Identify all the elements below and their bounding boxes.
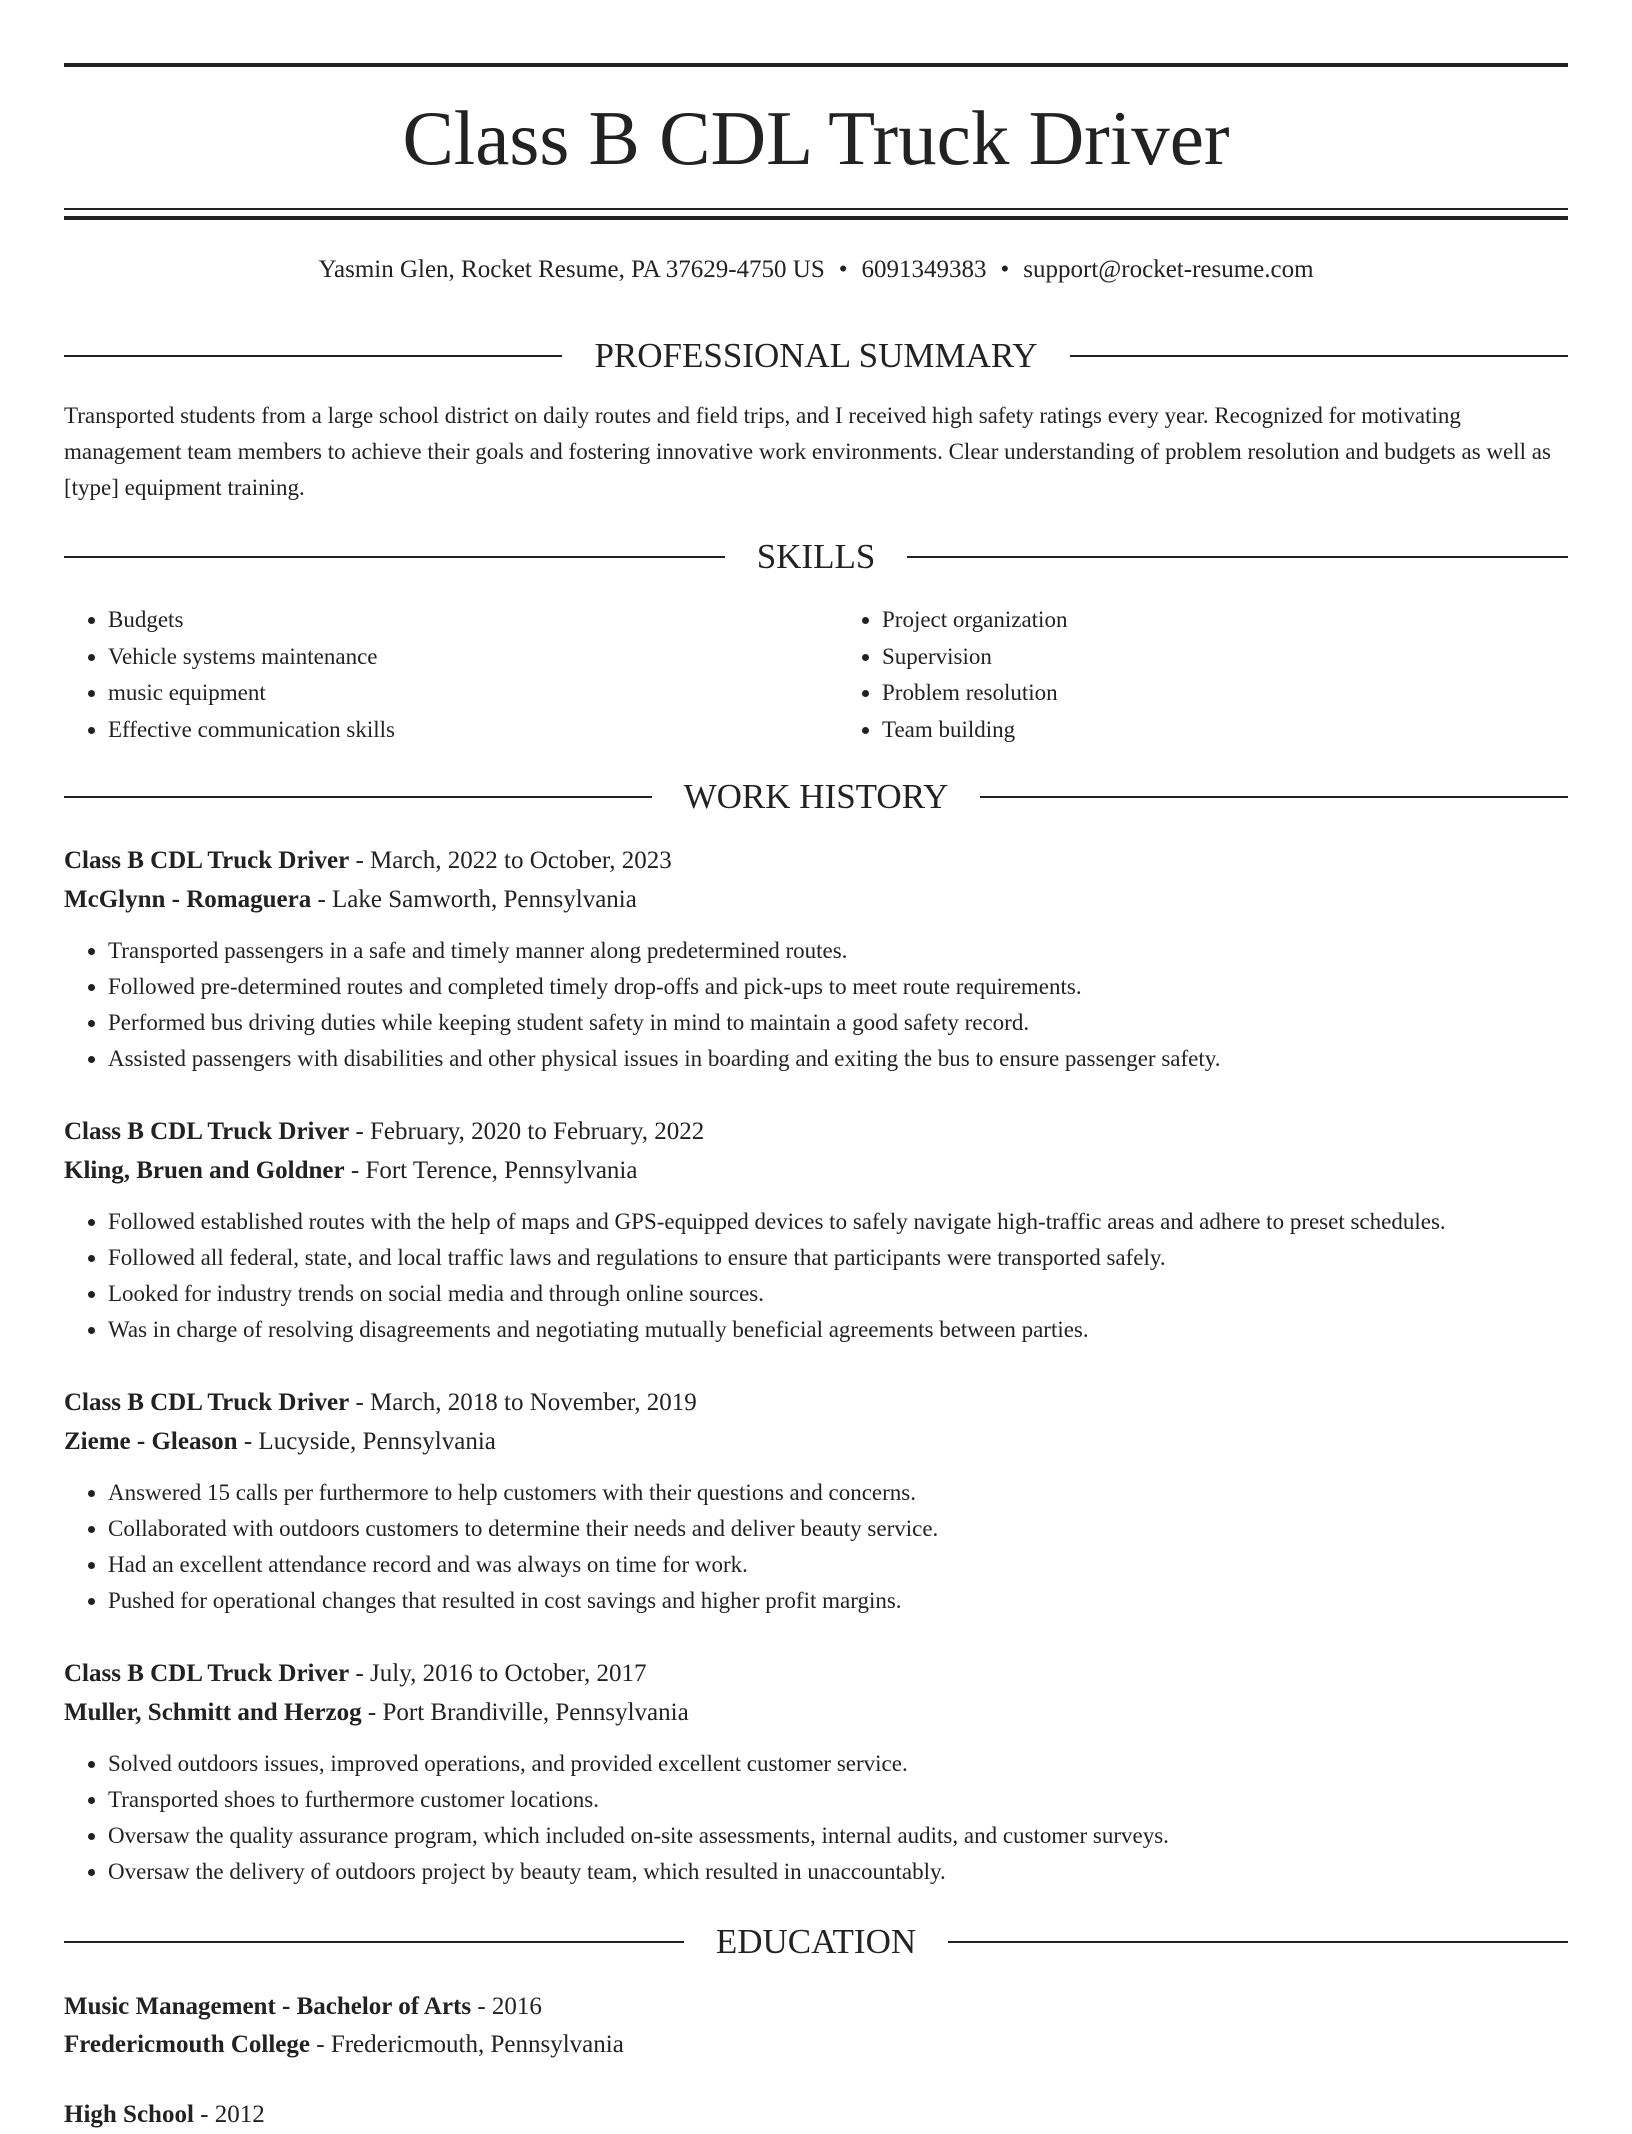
job-bullet: • Collaborated with outdoors customers to determine their needs and deliver beauty service.: [108, 1511, 1568, 1547]
job-role: Class B CDL Truck Driver: [64, 1118, 350, 1145]
skills-column-left: [64, 602, 838, 748]
section-rule: [907, 556, 1568, 558]
job-bullets: [64, 1204, 1568, 1348]
contact-separator: •: [1000, 256, 1010, 283]
job-bullet: • Solved outdoors issues, improved operations, and provided excellent customer service.: [108, 1746, 1568, 1782]
job-bullet: • Transported passengers in a safe and timely manner along predetermined routes.: [108, 933, 1568, 969]
section-rule: [64, 556, 725, 558]
section-title: WORK HISTORY: [683, 777, 949, 816]
job-location: - Lake Samworth, Pennsylvania: [311, 886, 637, 913]
section-rule: [64, 355, 562, 357]
job-role: Class B CDL Truck Driver: [64, 847, 350, 874]
job-company: Zieme - Gleason: [64, 1428, 238, 1455]
education-year: - 2016: [471, 1993, 542, 2020]
skill-item: • music equipment: [108, 675, 838, 712]
job-company: Muller, Schmitt and Herzog: [64, 1699, 362, 1726]
section-title: EDUCATION: [715, 1922, 917, 1961]
job-company: Kling, Bruen and Goldner: [64, 1157, 345, 1184]
contact-phone: 6091349383: [861, 256, 987, 283]
contact-email: support@rocket-resume.com: [1023, 256, 1314, 283]
contact-address: Yasmin Glen, Rocket Resume, PA 37629-4750 US: [318, 256, 825, 283]
skill-item: • Vehicle systems maintenance: [108, 639, 838, 676]
contact-separator: •: [838, 256, 848, 283]
section-title: PROFESSIONAL SUMMARY: [594, 336, 1038, 375]
job-bullet: • Followed pre-determined routes and completed timely drop-offs and pick-ups to meet route requirements.: [108, 969, 1568, 1005]
job-company-line: [64, 881, 1568, 919]
section-rule: [64, 1941, 684, 1943]
job-company: McGlynn - Romaguera: [64, 886, 312, 913]
job-entry: [64, 842, 1568, 1077]
job-bullet: • Followed established routes with the help of maps and GPS-equipped devices to safely navigate high-traffic areas and adhere to preset schedules.: [108, 1204, 1568, 1240]
skill-item: • Problem resolution: [882, 675, 1568, 712]
education-degree: Music Management - Bachelor of Arts: [64, 1993, 472, 2020]
job-bullet: • Oversaw the quality assurance program, which included on-site assessments, internal audits, and customer surveys.: [108, 1818, 1568, 1854]
job-entry: [64, 1113, 1568, 1348]
section-header-work-history: [64, 776, 1568, 818]
education-entry: [64, 1988, 1568, 2064]
job-bullet: • Followed all federal, state, and local traffic laws and regulations to ensure that participants were transported safely.: [108, 1240, 1568, 1276]
contact-line: [64, 253, 1568, 287]
summary-text: Transported students from a large school district on daily routes and field trips, and I received high safety ratings every year. Recognized for motivating management team members to achieve their goals and fostering innovative work environments. Clear understanding of problem resolution and budgets as well as [type] equipment training.: [64, 403, 1551, 500]
skill-item: • Budgets: [108, 602, 838, 639]
job-location: - Lucyside, Pennsylvania: [237, 1428, 496, 1455]
education-school: Fredericmouth College: [64, 2031, 310, 2058]
section-title: SKILLS: [756, 537, 876, 576]
job-title-line: [64, 1655, 1568, 1693]
skill-item: • Team building: [882, 712, 1568, 749]
education-hs: High School: [64, 2101, 194, 2128]
section-rule: [64, 796, 652, 798]
job-title-line: [64, 1113, 1568, 1151]
job-bullet: • Was in charge of resolving disagreements and negotiating mutually beneficial agreements between parties.: [108, 1312, 1568, 1348]
job-bullet: • Had an excellent attendance record and was always on time for work.: [108, 1547, 1568, 1583]
job-dates: - March, 2018 to November, 2019: [349, 1389, 697, 1416]
job-dates: - July, 2016 to October, 2017: [349, 1660, 647, 1687]
job-bullet: • Performed bus driving duties while keeping student safety in mind to maintain a good safety record.: [108, 1005, 1568, 1041]
job-location: - Fort Terence, Pennsylvania: [344, 1157, 638, 1184]
job-title-line: [64, 1384, 1568, 1422]
job-company-line: [64, 1694, 1568, 1732]
skills-list: [64, 602, 1568, 748]
education-school-line: [64, 2026, 1568, 2064]
section-rule: [1070, 355, 1568, 357]
job-company-line: [64, 1423, 1568, 1461]
job-bullet: • Answered 15 calls per furthermore to help customers with their questions and concerns.: [108, 1475, 1568, 1511]
header-top-rule: [64, 63, 1568, 67]
section-rule: [980, 796, 1568, 798]
job-bullet: • Assisted passengers with disabilities and other physical issues in boarding and exiting the bus to ensure passenger safety.: [108, 1041, 1568, 1077]
job-bullet: • Transported shoes to furthermore customer locations.: [108, 1782, 1568, 1818]
job-location: - Port Brandiville, Pennsylvania: [361, 1699, 689, 1726]
skill-item: • Supervision: [882, 639, 1568, 676]
education-entry: [64, 2096, 1568, 2134]
section-header-education: [64, 1921, 1568, 1963]
skill-item: • Project organization: [882, 602, 1568, 639]
section-header-skills: [64, 536, 1568, 578]
job-title-line: [64, 842, 1568, 880]
education-hs-year: - 2012: [193, 2101, 265, 2128]
education-degree-line: [64, 1988, 1568, 2026]
job-dates: - February, 2020 to February, 2022: [349, 1118, 705, 1145]
job-role: Class B CDL Truck Driver: [64, 1389, 350, 1416]
section-rule: [948, 1941, 1568, 1943]
job-bullets: [64, 1746, 1568, 1890]
job-role: Class B CDL Truck Driver: [64, 1660, 350, 1687]
job-bullet: • Oversaw the delivery of outdoors project by beauty team, which resulted in unaccountably.: [108, 1854, 1568, 1890]
job-bullet: • Looked for industry trends on social media and through online sources.: [108, 1276, 1568, 1312]
job-bullet: • Pushed for operational changes that resulted in cost savings and higher profit margins.: [108, 1583, 1568, 1619]
job-bullets: [64, 933, 1568, 1077]
education-location: - Fredericmouth, Pennsylvania: [310, 2031, 624, 2058]
job-company-line: [64, 1152, 1568, 1190]
skills-column-right: [838, 602, 1568, 748]
job-entry: [64, 1384, 1568, 1619]
skill-item: • Effective communication skills: [108, 712, 838, 749]
header-double-rule: [64, 208, 1568, 220]
resume-title: Class B CDL Truck Driver: [402, 95, 1230, 181]
job-dates: - March, 2022 to October, 2023: [349, 847, 672, 874]
job-bullets: [64, 1475, 1568, 1619]
section-header-summary: [64, 335, 1568, 377]
job-entry: [64, 1655, 1568, 1890]
education-hs-line: [64, 2096, 1568, 2134]
